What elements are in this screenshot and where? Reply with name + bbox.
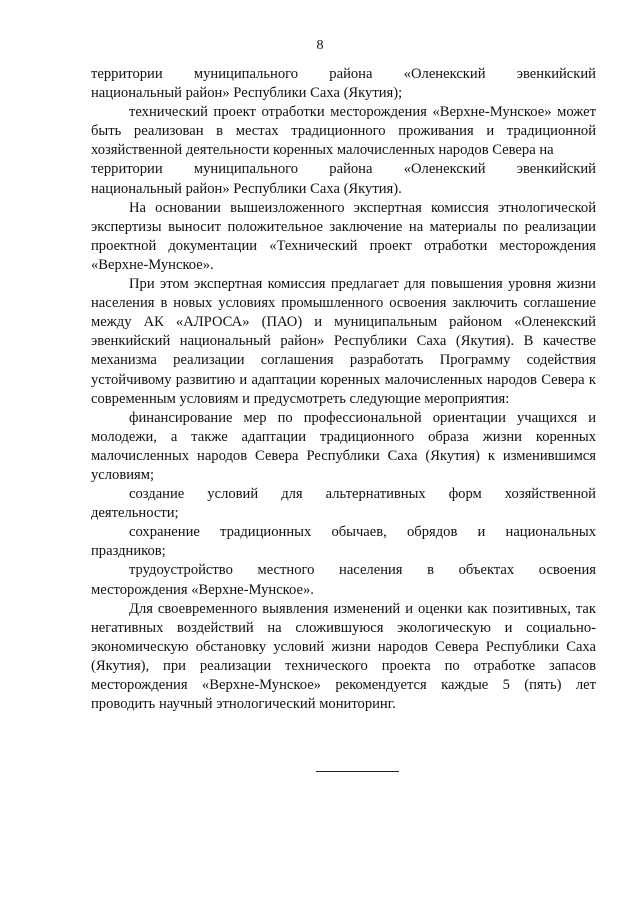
paragraph-employment-end: месторождения «Верхне-Мунское». [91, 581, 314, 598]
paragraph-recommendation: При этом экспертная комиссия предлагает для повышения уровня жизни населения в новых условиях промышленного освоения заключить соглашение между АК «АЛРОСА» (ПАО) и муниципальным районом «Оленекский эвенкийский национальный район» Республики Саха (Якутия). В качестве механизма реализации соглашения разработать Программу содействия устойчивому развитию и адаптации коренных малочисленных народов Севера к современным условиям и предусмотреть следующие мероприятия: [91, 276, 596, 407]
end-divider-line [316, 771, 399, 772]
paragraph-employment-line: трудоустройство местного населения в объектах освоения [129, 562, 596, 579]
paragraph-territory-line: территории муниципального района «Оленекский эвенкийский [91, 66, 596, 82]
paragraph-creation-end: деятельности; [91, 505, 179, 522]
paragraph-territory-line-2: территории муниципального района «Оленекский эвенкийский [91, 161, 596, 178]
paragraph-preservation-line: сохранение традиционных обычаев, обрядов и национальных [129, 524, 596, 541]
paragraph-preservation-end: праздников; [91, 543, 166, 560]
paragraph-conclusion: На основании вышеизложенного экспертная комиссия этнологической экспертизы выносит положительное заключение на материалы по реализации проектной документации «Технический проект отработки месторождения «Верхне-Мунское». [91, 199, 596, 273]
paragraph-technical-project: технический проект отработки месторождения «Верхне-Мунское» может быть реализован в местах традиционного проживания и традиционной хозяйственной деятельности коренных малочисленных народов Севера на [91, 104, 596, 159]
paragraph-monitoring: Для своевременного выявления изменений и оценки как позитивных, так негативных воздействий на сложившуюся экологическую и социально-экономическую обстановку условий жизни народов Севера Республики Саха (Якутия), при реализации технического проекта по отработке запасов месторождения «Верхне-Мунское» рекомендуется каждые 5 (пять) лет проводить научный этнологический мониторинг. [91, 600, 596, 713]
paragraph-creation-line: создание условий для альтернативных форм хозяйственной [129, 486, 596, 503]
document-body [91, 65, 596, 714]
paragraph-territory-end: национальный район» Республики Саха (Якутия); [91, 85, 403, 102]
paragraph-territory-end-2: национальный район» Республики Саха (Якутия). [91, 180, 402, 197]
paragraph-financing: финансирование мер по профессиональной ориентации учащихся и молодежи, а также адаптации традиционного образа жизни коренных малочисленных народов Севера Республики Саха (Якутия) к изменившимся условиям; [91, 409, 596, 483]
page-number: 8 [316, 38, 324, 53]
